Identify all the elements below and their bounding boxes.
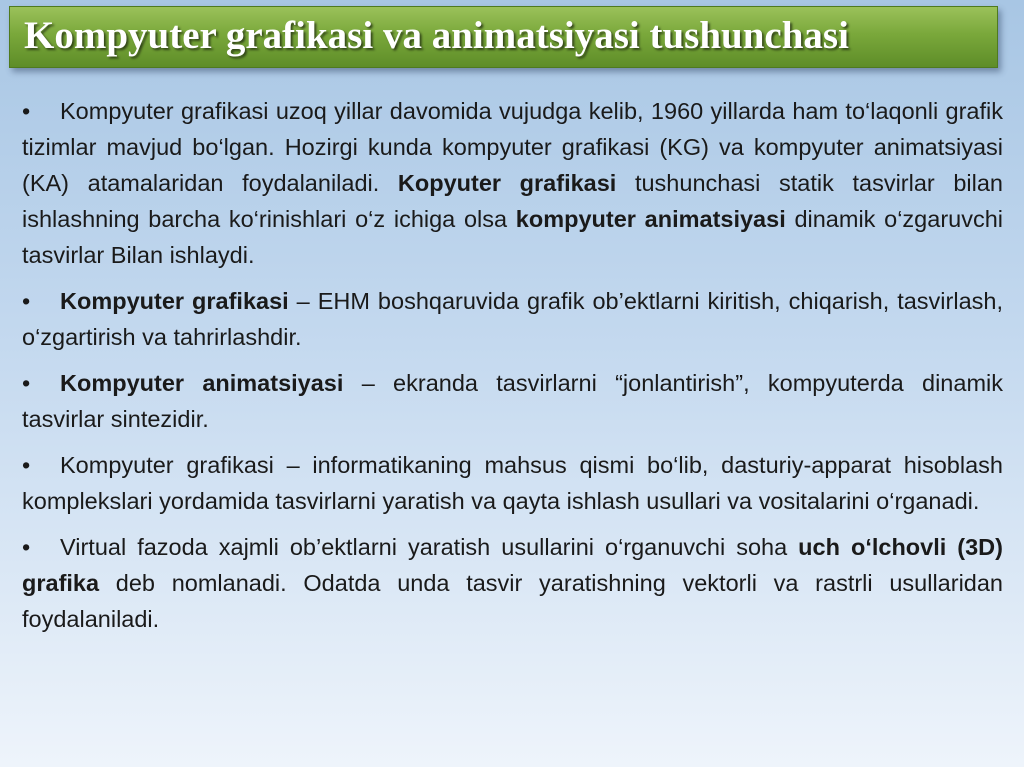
bullet-marker: •: [22, 98, 31, 124]
bullet-marker: •: [22, 534, 31, 560]
text-run: Virtual fazoda xajmli ob’ektlarni yaratish usullarini o‘rganuvchi soha: [60, 534, 799, 560]
bullet-paragraph-4: [22, 447, 1003, 519]
slide-title: Kompyuter grafikasi va animatsiyasi tushunchasi: [24, 14, 849, 57]
text-run: deb nomlanadi. Odatda unda tasvir yaratishning vektorli va rastrli usullaridan foydalaniladi.: [22, 570, 1003, 632]
bullet-marker: •: [22, 452, 31, 478]
bold-term: Kompyuter grafikasi: [60, 288, 289, 314]
bullet-paragraph-1: [22, 93, 1003, 273]
title-bar: [9, 6, 998, 68]
bold-term: uch o‘lchovli (3D) grafika: [22, 534, 1003, 596]
text-run: – EHM boshqaruvida grafik ob’ektlarni kiritish, chiqarish, tasvirlash, o‘zgartirish va tahrirlashdir.: [22, 288, 1003, 350]
text-run: tushunchasi statik tasvirlar bilan ishlashning barcha ko‘rinishlari o‘z ichiga olsa: [22, 170, 1003, 232]
bold-term: kompyuter animatsiyasi: [515, 206, 786, 232]
bullet-marker: •: [22, 288, 31, 314]
slide-body: [22, 93, 1003, 647]
text-run: Kompyuter grafikasi – informatikaning mahsus qismi bo‘lib, dasturiy-apparat hisoblash komplekslari yordamida tasvirlarni yaratish va qayta ishlash usullari va vositalarini o‘rganadi.: [22, 452, 1003, 514]
text-run: Kompyuter grafikasi uzoq yillar davomida vujudga kelib, 1960 yillarda ham to‘laqonli grafik tizimlar mavjud bo‘lgan. Hozirgi kunda kompyuter grafikasi (KG) va kompyuter animatsiyasi (KA) atamalaridan foydalaniladi.: [22, 98, 1003, 196]
bullet-paragraph-5: [22, 529, 1003, 637]
bullet-paragraph-3: [22, 365, 1003, 437]
bold-term: Kopyuter grafikasi: [397, 170, 617, 196]
bold-term: Kompyuter animatsiyasi: [60, 370, 344, 396]
text-run: – ekranda tasvirlarni “jonlantirish”, kompyuterda dinamik tasvirlar sintezidir.: [22, 370, 1003, 432]
bullet-marker: •: [22, 370, 31, 396]
bullet-paragraph-2: [22, 283, 1003, 355]
text-run: dinamik o‘zgaruvchi tasvirlar Bilan ishlaydi.: [22, 206, 1003, 268]
